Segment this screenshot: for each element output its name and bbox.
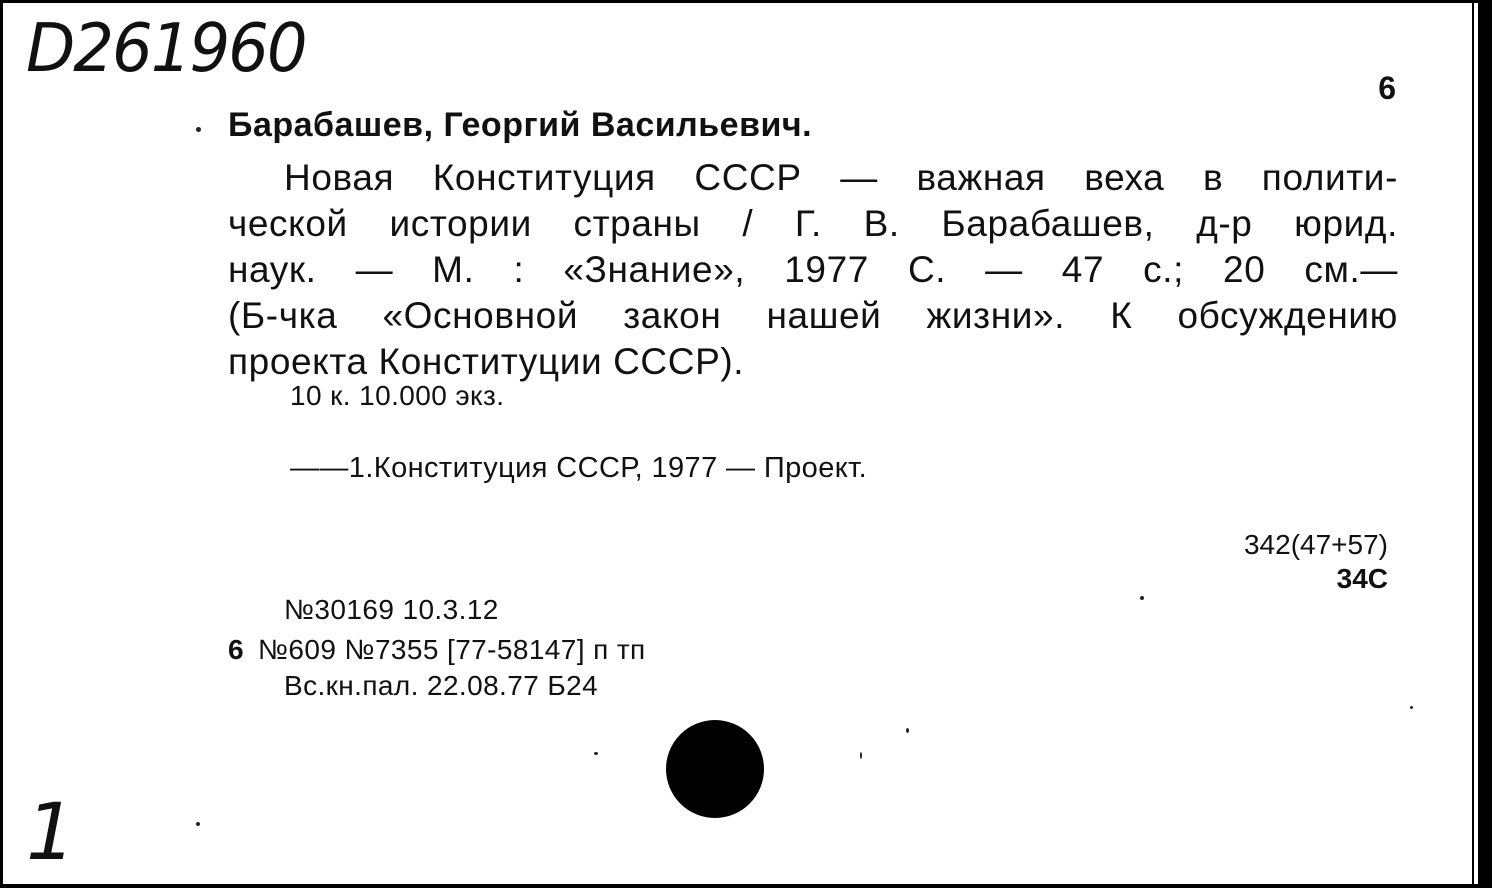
bullet-dot bbox=[196, 127, 201, 132]
bibliographic-description bbox=[228, 155, 1398, 385]
scan-speck bbox=[1410, 706, 1413, 709]
description-line: проекта Конституции СССР). bbox=[228, 341, 745, 382]
punch-hole bbox=[666, 720, 764, 818]
card-left-edge bbox=[0, 0, 3, 888]
scan-speck bbox=[196, 822, 200, 826]
description-line: ческой истории страны / Г. В. Барабашев, д-р юрид. bbox=[228, 203, 1398, 244]
description-line: наук. — М. : «Знание», 1977 С. — 47 с.; 20 см.— bbox=[228, 249, 1398, 290]
author-heading: Барабашев, Георгий Васильевич. bbox=[228, 106, 813, 144]
registration-line-2-text: №609 №7355 [77-58147] п тп bbox=[257, 634, 646, 665]
registration-line-3: Вс.кн.пал. 22.08.77 Б24 bbox=[284, 670, 599, 701]
classification-index: 342(47+57) bbox=[1243, 529, 1388, 560]
handwritten-accession-number: D261960 bbox=[26, 10, 306, 88]
card-top-edge bbox=[0, 0, 1492, 3]
classification-block bbox=[1244, 528, 1388, 596]
copies-count: 6 bbox=[1378, 70, 1396, 106]
card-bottom-edge bbox=[0, 884, 1492, 888]
scan-speck bbox=[906, 728, 909, 733]
scan-speck bbox=[1140, 596, 1144, 600]
author-mark: 34С bbox=[1336, 563, 1388, 594]
subject-heading: ——1.Конституция СССР, 1977 — Проект. bbox=[290, 452, 868, 484]
scan-speck bbox=[860, 752, 862, 759]
registration-line-2 bbox=[228, 634, 646, 666]
registration-line-1: №30169 10.3.12 bbox=[284, 594, 499, 625]
description-line: Новая Конституция СССР — важная веха в полити- bbox=[284, 157, 1398, 198]
price-and-print-run: 10 к. 10.000 экз. bbox=[290, 380, 505, 411]
description-line: (Б-чка «Основной закон нашей жизни». К обсуждению bbox=[228, 295, 1398, 336]
card-right-edge bbox=[1478, 0, 1492, 888]
card-right-inner-edge bbox=[1472, 0, 1474, 888]
registration-lead-number: 6 bbox=[228, 634, 244, 665]
scan-speck bbox=[594, 752, 598, 755]
handwritten-mark: 1 bbox=[26, 788, 76, 878]
